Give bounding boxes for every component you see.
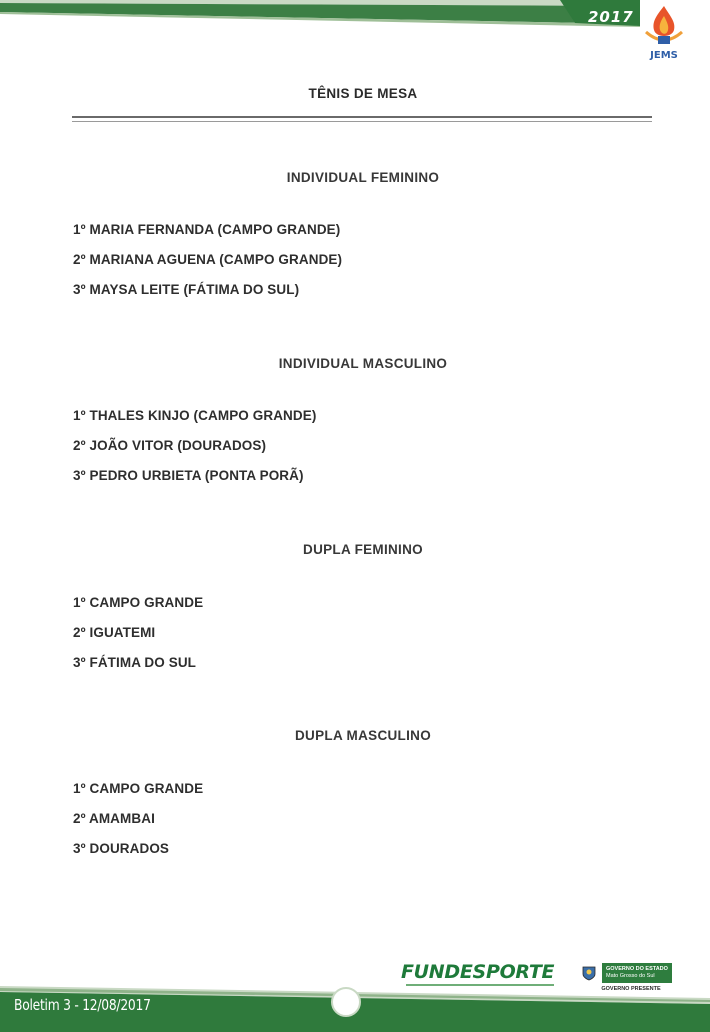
logo-text: JEMS bbox=[650, 50, 678, 61]
result-entry: 2º AMAMBAI bbox=[73, 811, 155, 826]
section-title-dupla-feminino: DUPLA FEMININO bbox=[303, 542, 423, 557]
flame-icon bbox=[636, 2, 692, 52]
section-title-dupla-masculino: DUPLA MASCULINO bbox=[295, 728, 431, 743]
gov-present-label: GOVERNO PRESENTE bbox=[601, 986, 661, 992]
result-entry: 3º MAYSA LEITE (FÁTIMA DO SUL) bbox=[73, 282, 300, 297]
header-year: 2017 bbox=[588, 8, 634, 26]
result-entry: 3º FÁTIMA DO SUL bbox=[73, 655, 197, 670]
result-entry: 1º MARIA FERNANDA (CAMPO GRANDE) bbox=[73, 222, 341, 237]
result-entry: 2º JOÃO VITOR (DOURADOS) bbox=[73, 438, 267, 453]
fundesporte-logo: FUNDESPORTE bbox=[401, 961, 555, 983]
result-entry: 2º IGUATEMI bbox=[73, 625, 156, 640]
state-government-logo bbox=[602, 963, 672, 983]
title-divider bbox=[72, 116, 652, 122]
result-entry: 3º DOURADOS bbox=[73, 841, 170, 856]
section-title-individual-feminino: INDIVIDUAL FEMININO bbox=[286, 170, 440, 185]
result-entry: 1º CAMPO GRANDE bbox=[73, 595, 204, 610]
gov-line2: Mato Grosso do Sul bbox=[606, 973, 655, 979]
bulletin-label: Boletim 3 - 12/08/2017 bbox=[14, 996, 151, 1014]
jems-logo bbox=[636, 2, 692, 66]
result-entry: 1º THALES KINJO (CAMPO GRANDE) bbox=[73, 408, 317, 423]
gov-line1: GOVERNO DO ESTADO bbox=[606, 966, 668, 972]
result-entry: 3º PEDRO URBIETA (PONTA PORÃ) bbox=[73, 468, 304, 483]
page-title: TÊNIS DE MESA bbox=[308, 86, 418, 101]
state-crest-icon bbox=[582, 965, 596, 981]
result-entry: 2º MARIANA AGUENA (CAMPO GRANDE) bbox=[73, 252, 343, 267]
section-title-individual-masculino: INDIVIDUAL MASCULINO bbox=[278, 356, 448, 371]
result-entry: 1º CAMPO GRANDE bbox=[73, 781, 204, 796]
